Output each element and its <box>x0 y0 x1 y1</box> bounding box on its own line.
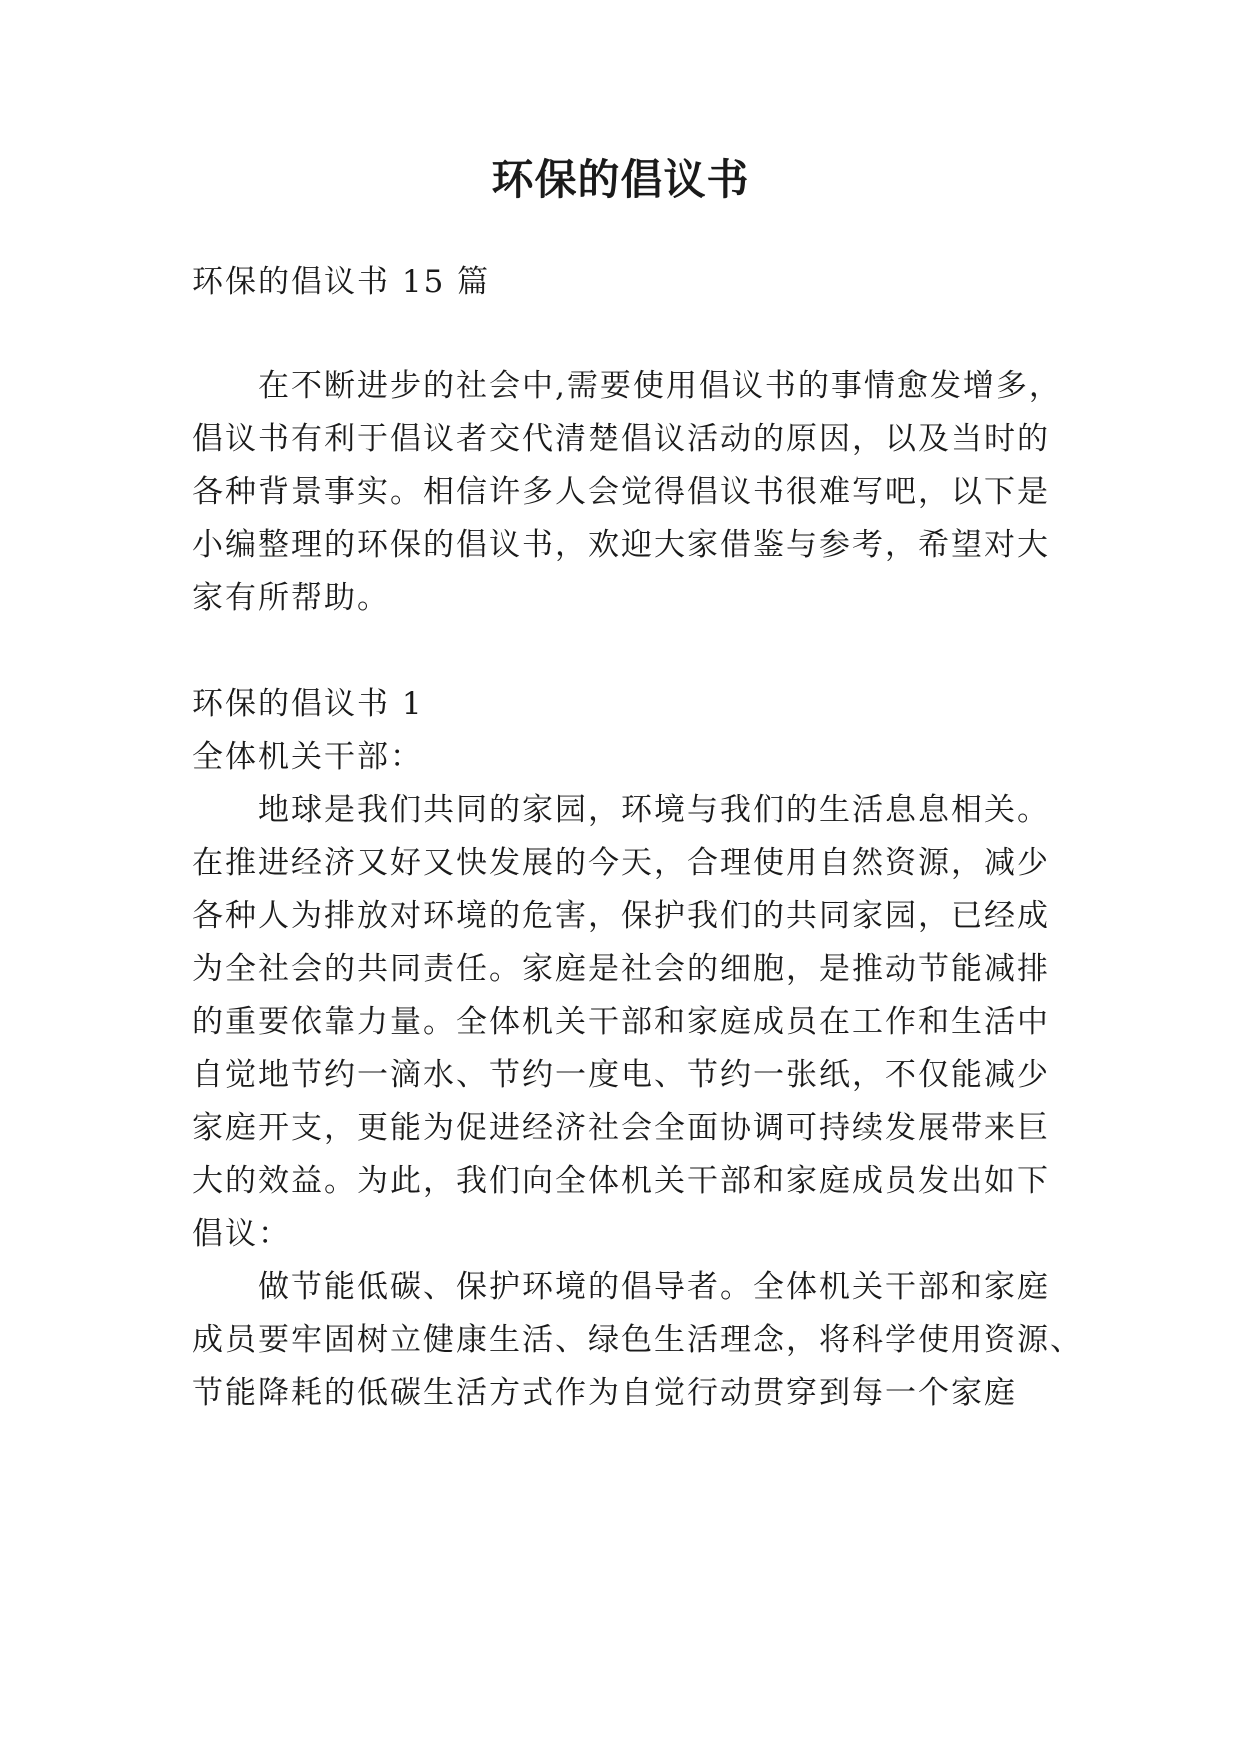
body-line: 地球是我们共同的家园，环境与我们的生活息息相关。 <box>258 792 1050 828</box>
body-line: 家庭开支，更能为促进经济社会全面协调可持续发展带来巨 <box>192 1110 1050 1146</box>
intro-line: 在不断进步的社会中,需要使用倡议书的事情愈发增多， <box>258 368 1062 404</box>
body-line: 的重要依靠力量。全体机关干部和家庭成员在工作和生活中 <box>192 1004 1050 1040</box>
section-heading: 环保的倡议书 1 <box>192 686 424 722</box>
body-line: 倡议： <box>192 1216 291 1252</box>
body-line: 成员要牢固树立健康生活、绿色生活理念，将科学使用资源、 <box>192 1322 1083 1358</box>
body-line: 大的效益。为此，我们向全体机关干部和家庭成员发出如下 <box>192 1163 1050 1199</box>
document-subtitle: 环保的倡议书 15 篇 <box>192 264 491 300</box>
body-line: 各种人为排放对环境的危害，保护我们的共同家园，已经成 <box>192 898 1050 934</box>
intro-line: 各种背景事实。相信许多人会觉得倡议书很难写吧，以下是 <box>192 474 1050 510</box>
body-line: 为全社会的共同责任。家庭是社会的细胞，是推动节能减排 <box>192 951 1050 987</box>
salutation: 全体机关干部： <box>192 739 423 775</box>
body-line: 自觉地节约一滴水、节约一度电、节约一张纸，不仅能减少 <box>192 1057 1050 1093</box>
body-line: 做节能低碳、保护环境的倡导者。全体机关干部和家庭 <box>258 1269 1050 1305</box>
document-title: 环保的倡议书 <box>491 155 750 204</box>
body-line: 在推进经济又好又快发展的今天，合理使用自然资源，减少 <box>192 845 1050 881</box>
intro-line: 小编整理的环保的倡议书，欢迎大家借鉴与参考，希望对大 <box>192 527 1050 563</box>
intro-line: 倡议书有利于倡议者交代清楚倡议活动的原因，以及当时的 <box>192 421 1050 457</box>
body-line: 节能降耗的低碳生活方式作为自觉行动贯穿到每一个家庭 <box>192 1375 1017 1411</box>
intro-line: 家有所帮助。 <box>192 580 390 616</box>
